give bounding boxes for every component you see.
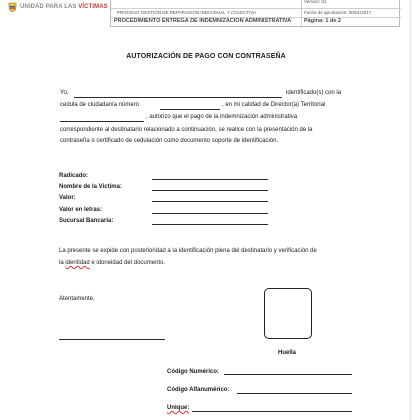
code-line-alphanumeric[interactable] [237,393,352,394]
field-label-radicado: Radicado: [59,173,89,179]
logo-brand: VÍCTIMAS [78,4,108,10]
paragraph-line-4: correspondiente al destinatario relacionado a continuación, se realice con la presentación de la [60,127,313,133]
paragraph-line-2b: , en mi calidad de Director(a) Territorial [222,102,326,108]
field-label-valor-letras: Valor en letras: [59,207,103,213]
procedure-text: PROCEDIMIENTO ENTREGA DE INDEMNIZACIÓN ADMINISTRATIVA [114,18,292,24]
field-label-valor: Valor: [59,195,76,201]
code-label-alphanumeric: Código Alfanumérico: [167,387,230,393]
closing-text: Atentamente, [59,296,95,302]
paragraph-line-1b: identificado(s) con la [286,90,342,96]
note-line-2 [59,260,165,266]
field-label-sucursal: Sucursal Bancaria: [59,218,114,224]
field-line-radicado[interactable] [152,179,268,180]
field-line-valor[interactable] [152,201,268,202]
coat-of-arms-icon [8,2,17,12]
field-label-nombre: Nombre de la Victima: [59,184,122,190]
field-line-sucursal[interactable] [152,224,268,225]
note-line-2c: e idoneidad del documento. [91,260,166,266]
note-line-1: La presente se expide con posterioridad a la identificación plena del destinatario y verificación de [59,248,317,254]
fingerprint-box[interactable] [264,288,312,339]
paragraph-line-2a: cedula de ciudadanía número [60,102,140,108]
paragraph-line-5: contraseña o certificado de cedulación como documento soporte de identificación. [60,138,279,144]
territorial-blank-line[interactable] [60,121,144,122]
code-label-unique: Unique: [167,405,190,411]
code-label-numeric: Código Numérico: [167,369,219,375]
signature-line[interactable] [59,339,165,340]
version-text: Versión: 01 [304,0,327,4]
note-line-2a: la [59,260,64,266]
page-number-text: Página: 1 de 2 [304,18,341,24]
approval-date-text: Fecha de aprobación: 30/01/2017 [304,10,372,15]
field-line-nombre[interactable] [152,190,268,191]
process-text: PROCESO GESTIÓN DE REPARACIÓN INDIVIDUAL Y COLECTIVA [117,10,257,15]
huella-label: Huella [278,350,297,356]
unidad-victimas-logo [8,2,108,14]
document-title: AUTORIZACIÓN DE PAGO CON CONTRASEÑA [126,53,286,60]
code-line-unique[interactable] [192,411,352,412]
id-number-blank-line[interactable] [160,109,220,110]
document-header-table [110,0,400,27]
paragraph-line-1a: Yo, [60,90,69,96]
name-blank-line[interactable] [74,97,282,98]
field-line-valor-letras[interactable] [152,213,268,214]
note-line-2b: identidad [65,260,90,266]
paragraph-line-3b: , autorizo que el pago de la indemnización administrativa [146,114,298,120]
code-line-numeric[interactable] [224,374,352,375]
logo-prefix: UNIDAD PARA LAS [20,4,77,10]
